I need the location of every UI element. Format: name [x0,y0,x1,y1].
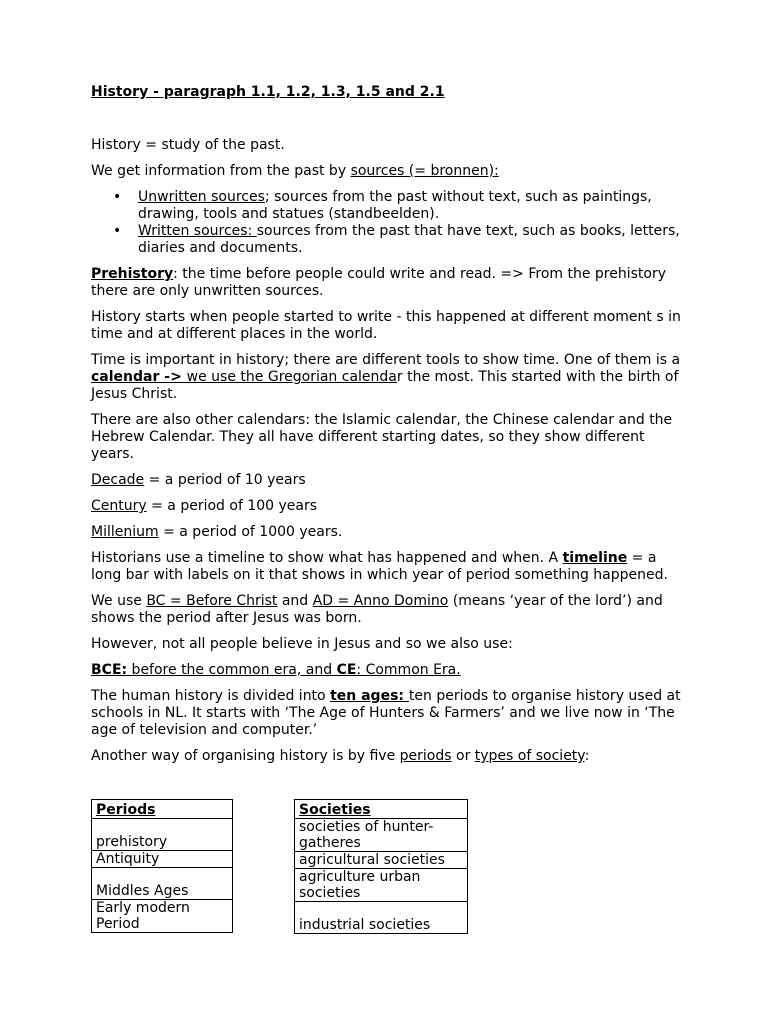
table-row [295,869,468,902]
document-title: History - paragraph 1.1, 1.2, 1.3, 1.5 and 2.1 [91,84,445,100]
paragraph-history-starts: History starts when people started to write - this happened at different moment s in time and at different places in the world. [91,309,681,342]
table-row [295,800,468,819]
table-cell: Middles Ages [92,868,233,900]
paragraph-another-way: Another way of organising history is by five periods or types of society: [91,748,590,764]
list-item: • Unwritten sources; sources from the past without text, such as paintings, drawing, tools and statues (standbeelden). [113,189,652,222]
bullet-icon: • [113,223,122,239]
paragraph-study: History = study of the past. [91,137,285,153]
paragraph-ten-ages: The human history is divided into ten ages: ten periods to organise history used at schools in NL. It starts with ‘The Age of Hunters & Farmers’ and we live now in ‘The age of television and computer.’ [91,688,681,738]
sources-list [91,189,691,257]
paragraph-however: However, not all people believe in Jesus and so we also use: [91,636,513,652]
paragraph-other-calendars: There are also other calendars: the Islamic calendar, the Chinese calendar and the Hebrew Calendar. They all have different starting dates, so they show different years. [91,412,673,462]
sources-term: sources (= bronnen): [350,163,499,179]
paragraph-bc-ad: We use BC = Before Christ and AD = Anno Domino (means ‘year of the lord’) and shows the period after Jesus was born. [91,593,663,626]
table-cell: Antiquity [92,851,233,868]
table-cell: industrial societies [295,902,468,934]
paragraph-calendar: Time is important in history; there are different tools to show time. One of them is a calendar -> we use the Gregorian calendar the most. This started with the birth of Jesus Christ. [91,352,681,402]
societies-header: Societies [295,800,468,819]
document-body [91,84,691,765]
tables-area [91,799,691,939]
paragraph-decade: Decade = a period of 10 years [91,472,306,488]
table-row [295,819,468,852]
table-cell: Early modern Period [92,900,233,933]
periods-table [91,799,233,933]
paragraph-timeline: Historians use a timeline to show what has happened and when. A timeline = a long bar with labels on it that shows in which year of period something happened. [91,550,668,583]
table-cell: prehistory [92,819,233,851]
table-row [92,868,233,900]
table-cell: agricultural societies [295,852,468,869]
table-row [92,819,233,851]
periods-header: Periods [92,800,233,819]
list-item: • Written sources: sources from the past that have text, such as books, letters, diaries and documents. [113,223,680,256]
table-row [295,902,468,934]
societies-table [294,799,468,934]
table-row [92,851,233,868]
bullet-icon: • [113,189,122,205]
table-row [92,800,233,819]
paragraph-millenium: Millenium = a period of 1000 years. [91,524,343,540]
table-cell: agriculture urban societies [295,869,468,902]
table-cell: societies of hunter-gatheres [295,819,468,852]
table-row [92,900,233,933]
paragraph-information: We get information from the past by sources (= bronnen): [91,163,499,179]
paragraph-prehistory: Prehistory: the time before people could write and read. => From the prehistory there are only unwritten sources. [91,266,666,299]
table-row [295,852,468,869]
paragraph-century: Century = a period of 100 years [91,498,318,514]
paragraph-bce-ce: BCE: before the common era, and CE: Common Era. [91,662,461,678]
